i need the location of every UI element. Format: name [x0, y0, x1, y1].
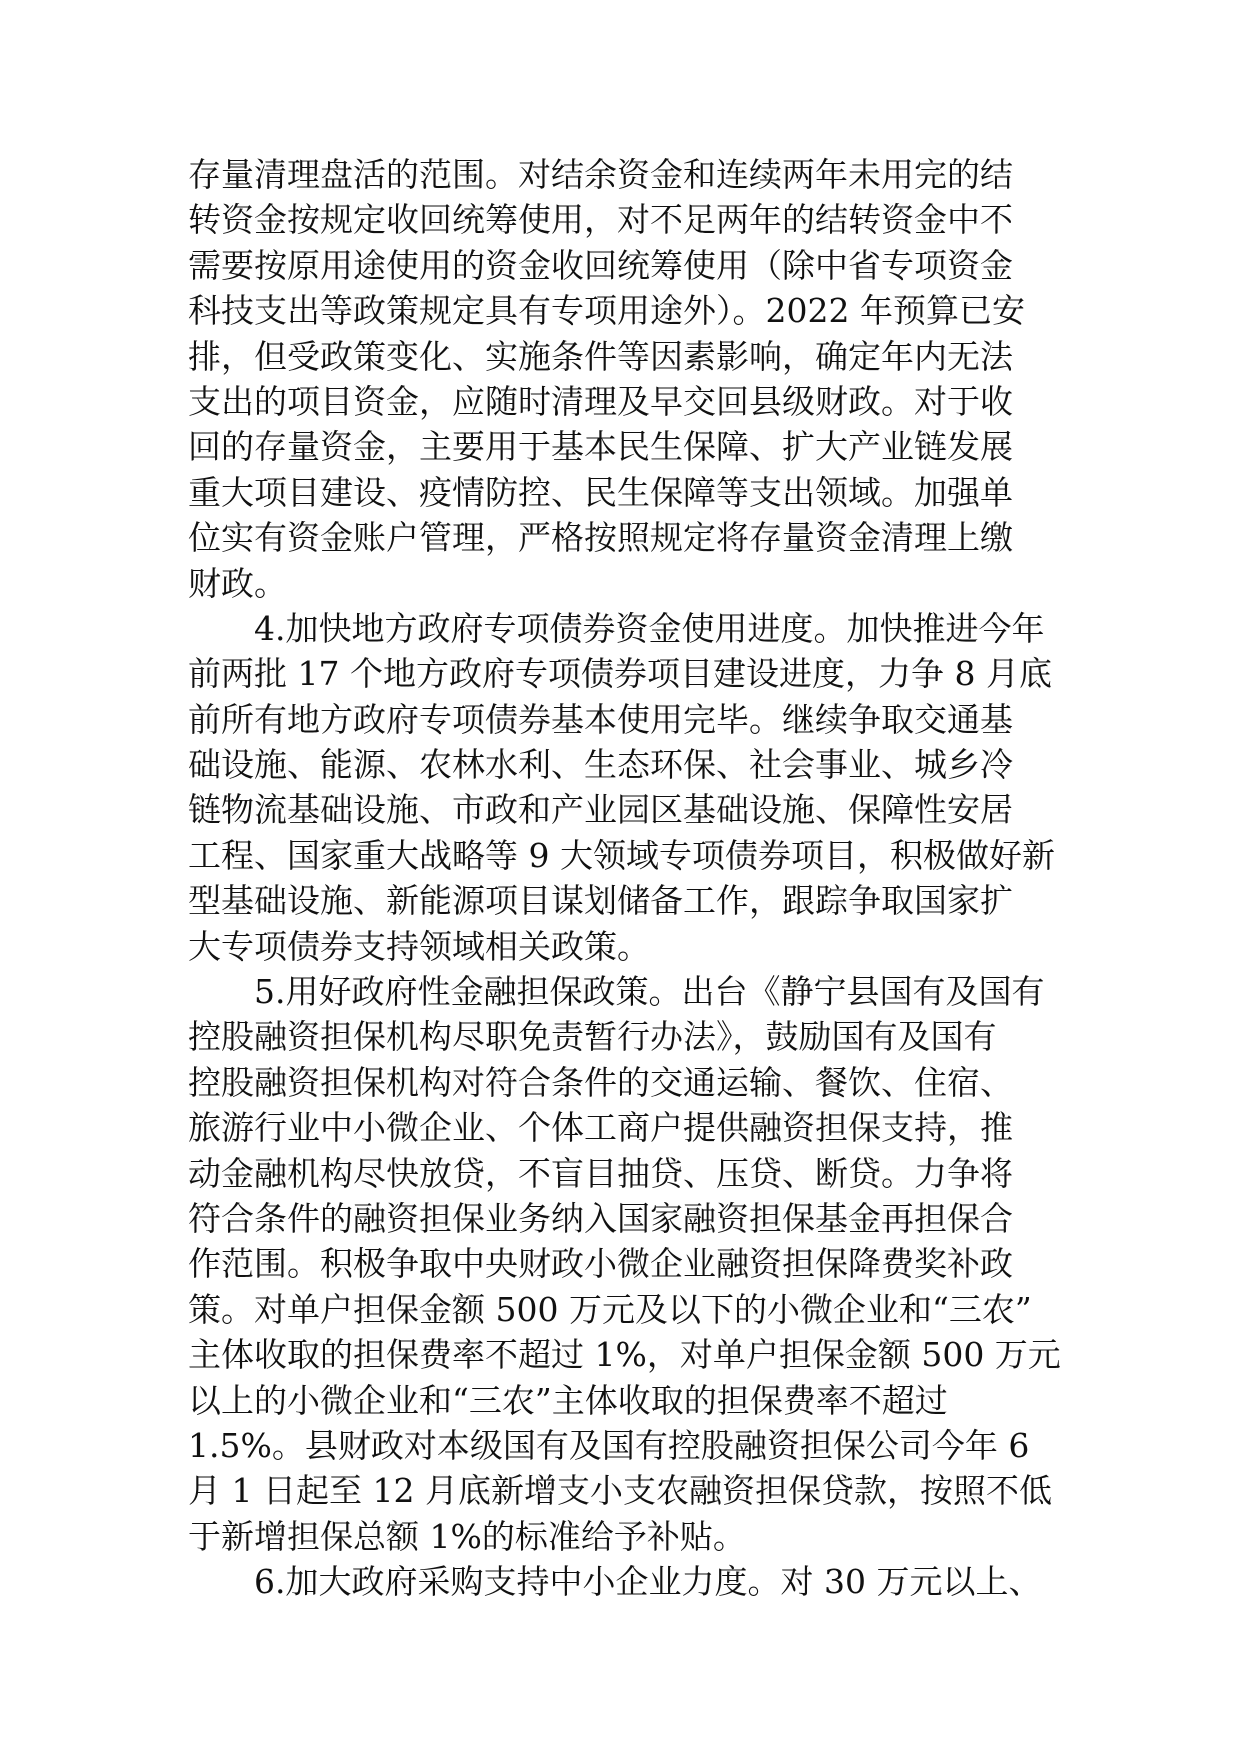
text-line: 动金融机构尽快放贷，不盲目抽贷、压贷、断贷。力争将: [188, 1153, 1013, 1193]
text-line: 需要按原用途使用的资金收回统筹使用（除中省专项资金: [188, 245, 1013, 285]
section-heading: 4.加快地方政府专项债券资金使用进度。加快推进今年: [254, 608, 1045, 648]
text-line: 工程、国家重大战略等 9 大领域专项债券项目，积极做好新: [188, 835, 1055, 875]
text-line: 排，但受政策变化、实施条件等因素影响，确定年内无法: [188, 336, 1013, 376]
text-line: 前所有地方政府专项债券基本使用完毕。继续争取交通基: [188, 699, 1013, 739]
text-line: 1.5%。县财政对本级国有及国有控股融资担保公司今年 6: [188, 1425, 1030, 1465]
text-line: 主体收取的担保费率不超过 1%，对单户担保金额 500 万元: [188, 1335, 1061, 1375]
text-line: 控股融资担保机构对符合条件的交通运输、餐饮、住宿、: [188, 1062, 1013, 1102]
text-line: 链物流基础设施、市政和产业园区基础设施、保障性安居: [188, 790, 1013, 830]
text-line: 大专项债券支持领域相关政策。: [188, 926, 650, 966]
text-line: 前两批 17 个地方政府专项债券项目建设进度，力争 8 月底: [188, 654, 1052, 694]
text-line: 转资金按规定收回统筹使用，对不足两年的结转资金中不: [188, 200, 1013, 240]
body-text: [188, 152, 1061, 1605]
text-line: 支出的项目资金，应随时清理及早交回县级财政。对于收: [188, 381, 1013, 421]
text-line: 符合条件的融资担保业务纳入国家融资担保基金再担保合: [188, 1198, 1013, 1238]
section-heading: 6.加大政府采购支持中小企业力度。对 30 万元以上、: [254, 1562, 1042, 1602]
text-line: 作范围。积极争取中央财政小微企业融资担保降费奖补政: [188, 1244, 1013, 1284]
text-line: 策。对单户担保金额 500 万元及以下的小微企业和“三农”: [188, 1289, 1032, 1329]
text-line: 月 1 日起至 12 月底新增支小支农融资担保贷款，按照不低: [188, 1471, 1052, 1511]
text-line: 位实有资金账户管理，严格按照规定将存量资金清理上缴: [188, 518, 1013, 558]
text-line: 回的存量资金，主要用于基本民生保障、扩大产业链发展: [188, 427, 1013, 467]
text-line: 以上的小微企业和“三农”主体收取的担保费率不超过: [188, 1380, 948, 1420]
text-line: 财政。: [188, 563, 287, 603]
text-line: 重大项目建设、疫情防控、民生保障等支出领域。加强单: [188, 472, 1013, 512]
text-line: 存量清理盘活的范围。对结余资金和连续两年未用完的结: [188, 155, 1013, 194]
text-line: 于新增担保总额 1%的标准给予补贴。: [188, 1516, 746, 1556]
text-line: 控股融资担保机构尽职免责暂行办法》，鼓励国有及国有: [188, 1017, 997, 1057]
section-heading: 5.用好政府性金融担保政策。出台《静宁县国有及国有: [254, 972, 1045, 1012]
text-line: 旅游行业中小微企业、个体工商户提供融资担保支持，推: [188, 1108, 1013, 1148]
text-line: 型基础设施、新能源项目谋划储备工作，跟踪争取国家扩: [188, 881, 1013, 921]
text-line: 科技支出等政策规定具有专项用途外）。2022 年预算已安: [188, 291, 1025, 331]
text-line: 础设施、能源、农林水利、生态环保、社会事业、城乡冷: [188, 745, 1013, 785]
